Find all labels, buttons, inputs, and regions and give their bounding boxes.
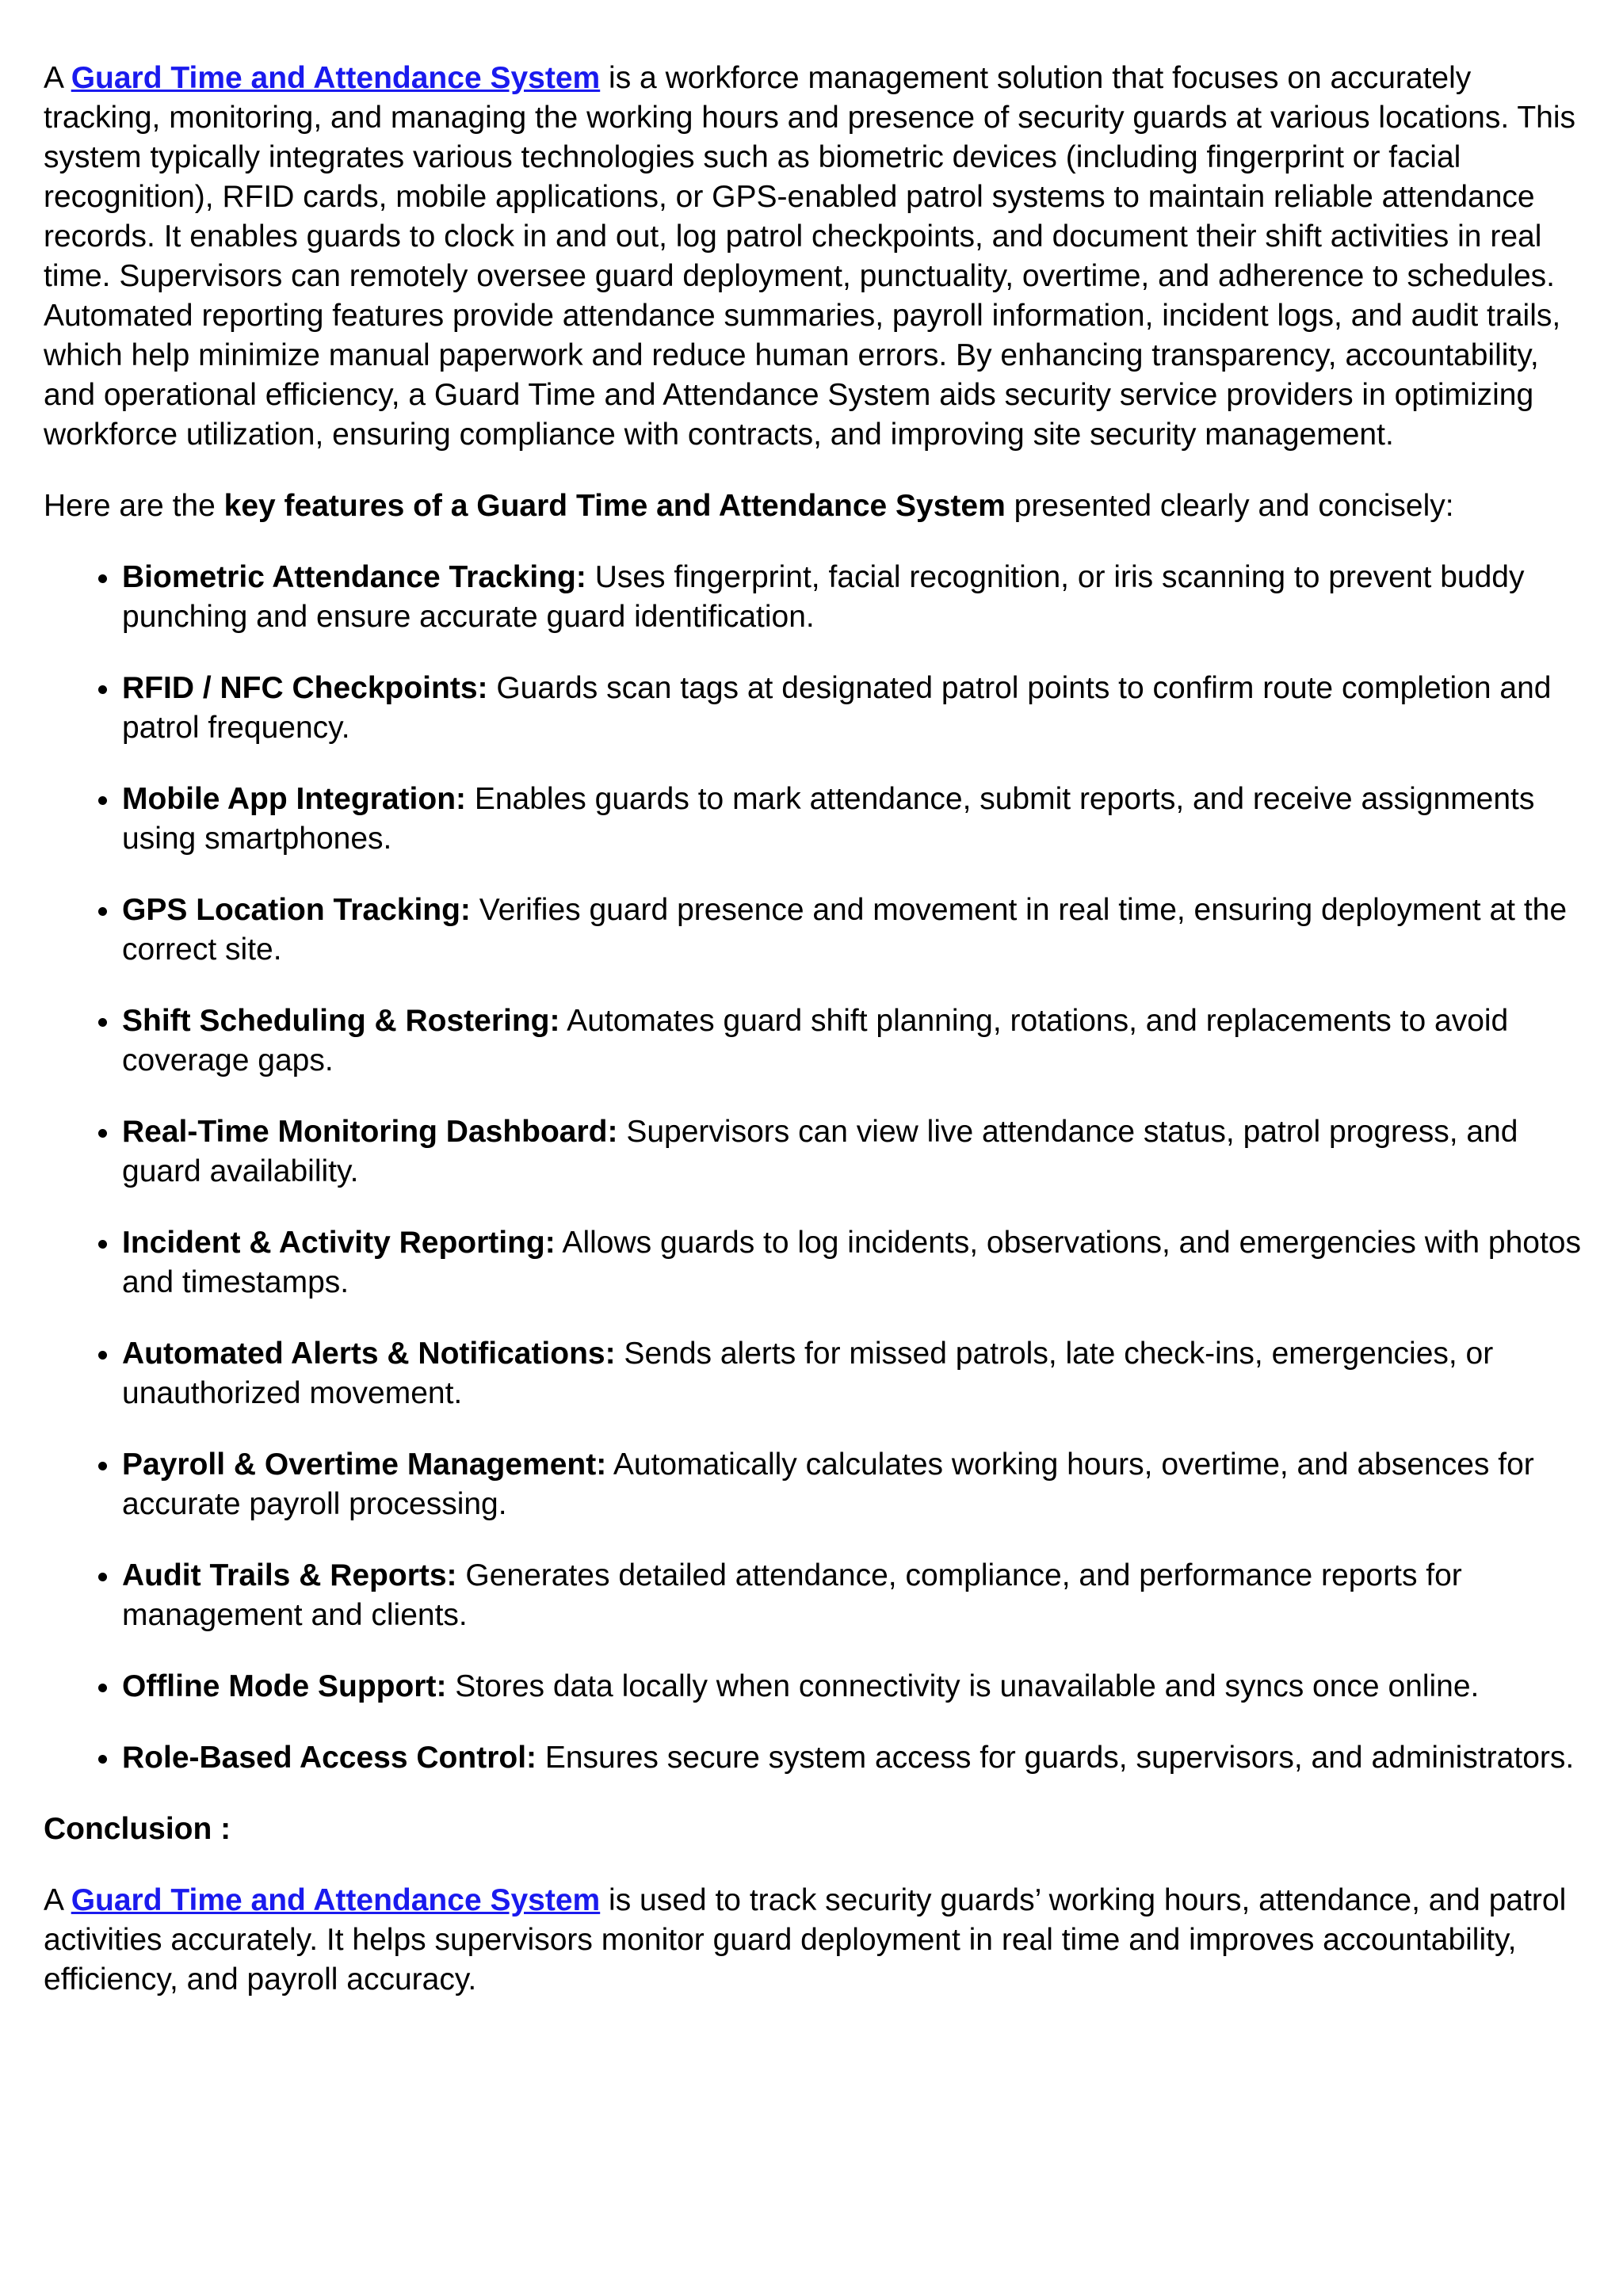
conclusion-paragraph (44, 1881, 1591, 2000)
features-lead-paragraph (44, 486, 1591, 526)
list-item (122, 891, 1591, 970)
feature-text: Stores data locally when connectivity is unavailable and syncs once online. (446, 1669, 1480, 1703)
feature-title: Role-Based Access Control: (122, 1741, 537, 1775)
feature-text: Uses fingerprint, facial recognition, or iris scanning to prevent buddy punching and ensure accurate guard identification. (122, 560, 1525, 634)
feature-text: Ensures secure system access for guards, supervisors, and administrators. (537, 1741, 1575, 1775)
list-item (122, 558, 1591, 637)
lead-suffix: presented clearly and concisely: (1005, 489, 1454, 523)
list-item (122, 669, 1591, 748)
feature-title: Offline Mode Support: (122, 1669, 447, 1703)
feature-text: Enables guards to mark attendance, submit reports, and receive assignments using smartphones. (122, 782, 1535, 856)
conclusion-heading: Conclusion : (44, 1812, 231, 1846)
feature-title: Real-Time Monitoring Dashboard: (122, 1115, 618, 1149)
feature-title: Automated Alerts & Notifications: (122, 1337, 616, 1371)
list-item (122, 1001, 1591, 1081)
feature-text: Automatically calculates working hours, overtime, and absences for accurate payroll processing. (122, 1447, 1534, 1521)
list-item (122, 1738, 1591, 1778)
conclusion-prefix: A (44, 1883, 71, 1917)
conclusion-link-guard-time-attendance[interactable]: Guard Time and Attendance System (71, 1883, 601, 1917)
feature-text: Automates guard shift planning, rotations, and replacements to avoid coverage gaps. (122, 1004, 1509, 1077)
list-item (122, 1112, 1591, 1192)
feature-title: GPS Location Tracking: (122, 893, 471, 927)
conclusion-text: is used to track security guards’ working hours, attendance, and patrol activities accurately. It helps supervisors monitor guard deployment in real time and improves accountability, efficiency, and payroll accuracy. (44, 1883, 1567, 1997)
feature-title: Payroll & Overtime Management: (122, 1447, 607, 1482)
feature-text: Sends alerts for missed patrols, late check-ins, emergencies, or unauthorized movement. (122, 1337, 1494, 1410)
feature-text: Supervisors can view live attendance status, patrol progress, and guard availability. (122, 1115, 1518, 1188)
intro-paragraph (44, 59, 1591, 455)
intro-prefix: A (44, 61, 71, 95)
feature-title: Mobile App Integration: (122, 782, 467, 816)
list-item (122, 780, 1591, 859)
feature-title: Shift Scheduling & Rostering: (122, 1004, 560, 1038)
list-item (122, 1667, 1591, 1707)
list-item (122, 1556, 1591, 1635)
feature-text: Allows guards to log incidents, observations, and emergencies with photos and timestamps. (122, 1226, 1581, 1299)
list-item (122, 1334, 1591, 1413)
feature-text: Verifies guard presence and movement in real time, ensuring deployment at the correct site. (122, 893, 1568, 967)
intro-link-guard-time-attendance[interactable]: Guard Time and Attendance System (71, 61, 601, 95)
feature-title: RFID / NFC Checkpoints: (122, 671, 488, 705)
list-item (122, 1445, 1591, 1524)
feature-text: Generates detailed attendance, compliance, and performance reports for management and clients. (122, 1558, 1462, 1632)
feature-text: Guards scan tags at designated patrol points to confirm route completion and patrol frequency. (122, 671, 1552, 745)
feature-title: Incident & Activity Reporting: (122, 1226, 556, 1260)
list-item (122, 1223, 1591, 1302)
intro-text: is a workforce management solution that focuses on accurately tracking, monitoring, and managing the working hours and presence of security guards at various locations. This system typically integrates various technologies such as biometric devices (including fingerprint or facial recognition), RFID cards, mobile applications, or GPS-enabled patrol systems to maintain reliable attendance records. It enables guards to clock in and out, log patrol checkpoints, and document their shift activities in real time. Supervisors can remotely oversee guard deployment, punctuality, overtime, and adherence to schedules. Automated reporting features provide attendance summaries, payroll information, incident logs, and audit trails, which help minimize manual paperwork and reduce human errors. By enhancing transparency, accountability, and operational efficiency, a Guard Time and Attendance System aids security service providers in optimizing workforce utilization, ensuring compliance with contracts, and improving site security management. (44, 61, 1575, 452)
feature-title: Audit Trails & Reports: (122, 1558, 457, 1592)
lead-bold: key features of a Guard Time and Attendance System (223, 489, 1006, 523)
feature-title: Biometric Attendance Tracking: (122, 560, 586, 594)
features-list (44, 558, 1591, 1778)
lead-prefix: Here are the (44, 489, 224, 523)
